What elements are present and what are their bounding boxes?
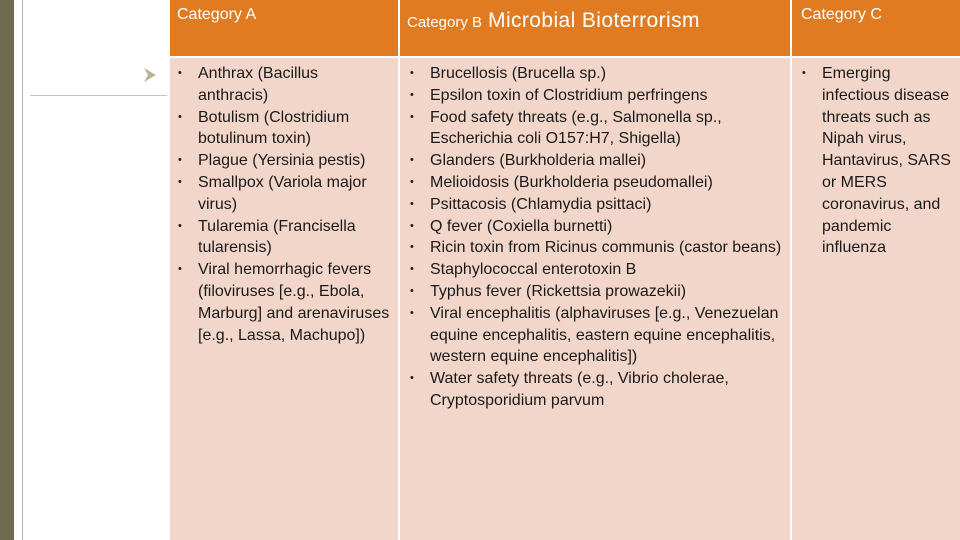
list-item: • Food safety threats (e.g., Salmonella sp., Escherichia coli O157:H7, Shigella): [406, 107, 786, 151]
category-a-header: [170, 0, 398, 56]
list-item: • Epsilon toxin of Clostridium perfringens: [406, 85, 786, 107]
decorative-rule: [30, 95, 167, 96]
category-c-header: [792, 0, 960, 56]
category-c-list: [798, 63, 956, 259]
list-item: • Psittacosis (Chlamydia psittaci): [406, 194, 786, 216]
left-decorative-bar: [0, 0, 14, 540]
category-a-label: Category A: [177, 6, 257, 23]
list-item: • Anthrax (Bacillus anthracis): [174, 63, 392, 107]
list-item: • Water safety threats (e.g., Vibrio cholerae, Cryptosporidium parvum: [406, 368, 786, 412]
slide-title: Microbial Bioterrorism: [488, 9, 700, 32]
category-b-header: [400, 0, 790, 56]
list-item: • Emerging infectious disease threats such as Nipah virus, Hantavirus, SARS or MERS coronavirus, and pandemic influenza: [798, 63, 956, 259]
category-c-label: Category C: [801, 6, 882, 23]
category-a-cell: [170, 58, 398, 540]
bioterrorism-table: [170, 0, 960, 540]
category-b-cell: [400, 58, 790, 540]
arrow-decoration-icon: [138, 60, 168, 90]
list-item: • Typhus fever (Rickettsia prowazekii): [406, 281, 786, 303]
list-item: • Plague (Yersinia pestis): [174, 150, 392, 172]
list-item: • Tularemia (Francisella tularensis): [174, 216, 392, 260]
list-item: • Glanders (Burkholderia mallei): [406, 150, 786, 172]
list-item: • Ricin toxin from Ricinus communis (castor beans): [406, 237, 786, 259]
list-item: • Brucellosis (Brucella sp.): [406, 63, 786, 85]
list-item: • Staphylococcal enterotoxin B: [406, 259, 786, 281]
list-item: • Q fever (Coxiella burnetti): [406, 216, 786, 238]
list-item: • Smallpox (Variola major virus): [174, 172, 392, 216]
list-item: • Viral hemorrhagic fevers (filoviruses [e.g., Ebola, Marburg] and arenaviruses [e.g., Lassa, Machupo]): [174, 259, 392, 346]
list-item: • Botulism (Clostridium botulinum toxin): [174, 107, 392, 151]
category-c-cell: [792, 58, 960, 540]
category-b-list: [406, 63, 786, 412]
list-item: • Viral encephalitis (alphaviruses [e.g., Venezuelan equine encephalitis, eastern equine encephalitis, western equine encephalitis]): [406, 303, 786, 368]
list-item: • Melioidosis (Burkholderia pseudomallei): [406, 172, 786, 194]
category-b-label: Category B: [407, 14, 483, 31]
category-a-list: [174, 63, 392, 346]
left-decorative-line: [22, 0, 23, 540]
